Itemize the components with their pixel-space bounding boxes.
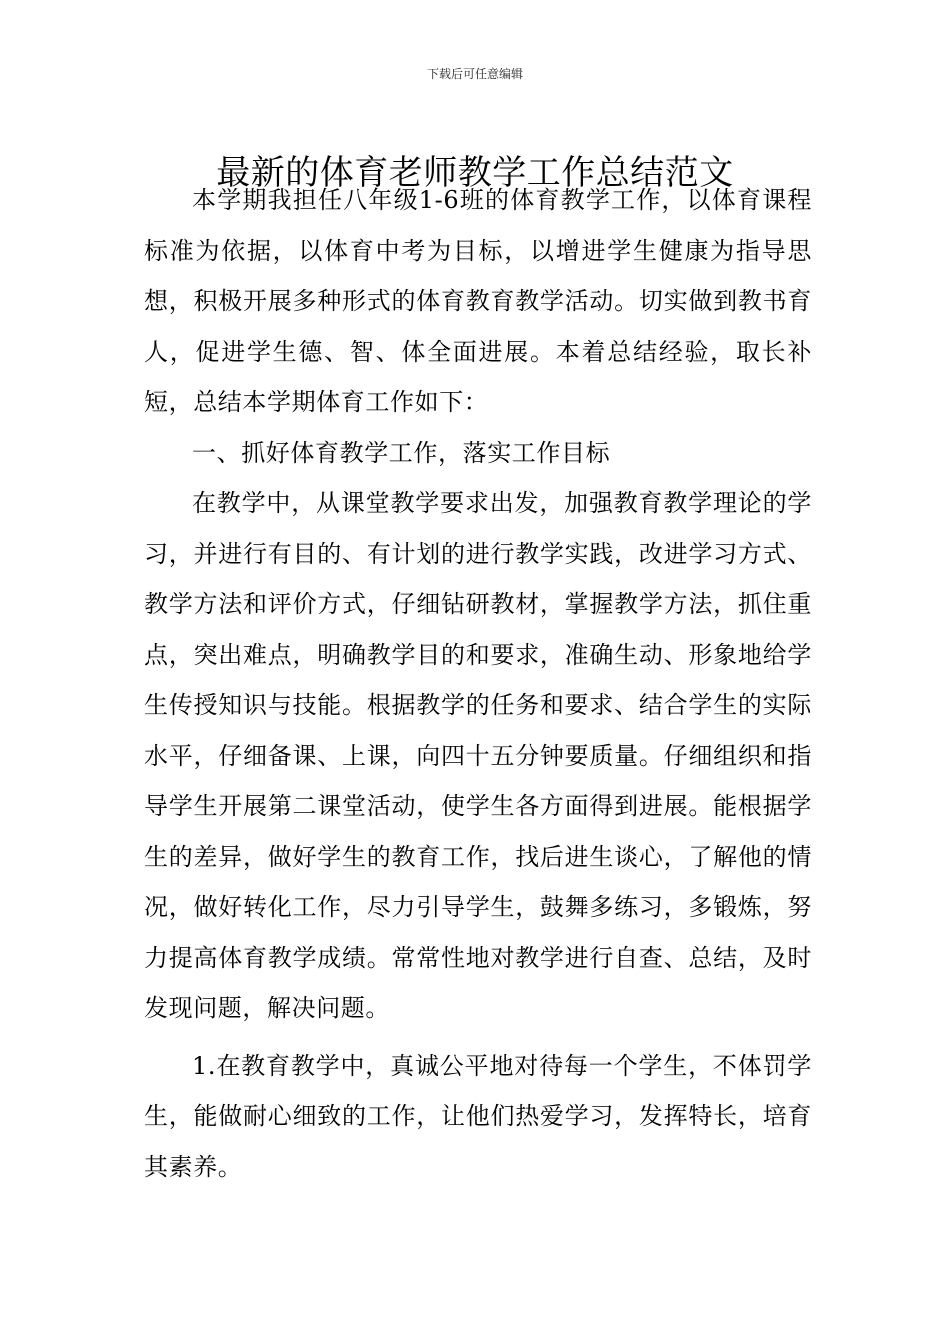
intro-paragraph: 本学期我担任八年级1-6班的体育教学工作，以体育课程标准为依据，以体育中考为目标，以增进学生健康为指导思想，积极开展多种形式的体育教育教学活动。切实做到教书育人，促进学生德、智、体全面进展。本着总结经验，取长补短，总结本学期体育工作如下： [144, 186, 812, 416]
body-paragraph: 在教学中，从课堂教学要求出发，加强教育教学理论的学习，并进行有目的、有计划的进行教学实践，改进学习方式、教学方法和评价方式，仔细钻研教材，掌握教学方法，抓住重点，突出难点，明确教学目的和要求，准确生动、形象地给学生传授知识与技能。根据教学的任务和要求、结合学生的实际水平，仔细备课、上课，向四十五分钟要质量。仔细组织和指导学生开展第二课堂活动，使学生各方面得到进展。能根据学生的差异，做好学生的教育工作，找后进生谈心，了解他的情况，做好转化工作，尽力引导学生，鼓舞多练习，多锻炼，努力提高体育教学成绩。常常性地对教学进行自查、总结，及时发现问题，解决问题。 [144, 489, 812, 1022]
header-note: 下载后可任意编辑 [426, 67, 523, 81]
document-title: 最新的体育老师教学工作总结范文 [216, 152, 734, 193]
document-body [144, 175, 812, 1192]
numbered-paragraph: 1.在教育教学中，真诚公平地对待每一个学生，不体罚学生，能做耐心细致的工作，让他们热爱学习，发挥特长，培育其素养。 [144, 1051, 812, 1181]
section-heading: 一、抓好体育教学工作，落实工作目标 [192, 438, 611, 467]
